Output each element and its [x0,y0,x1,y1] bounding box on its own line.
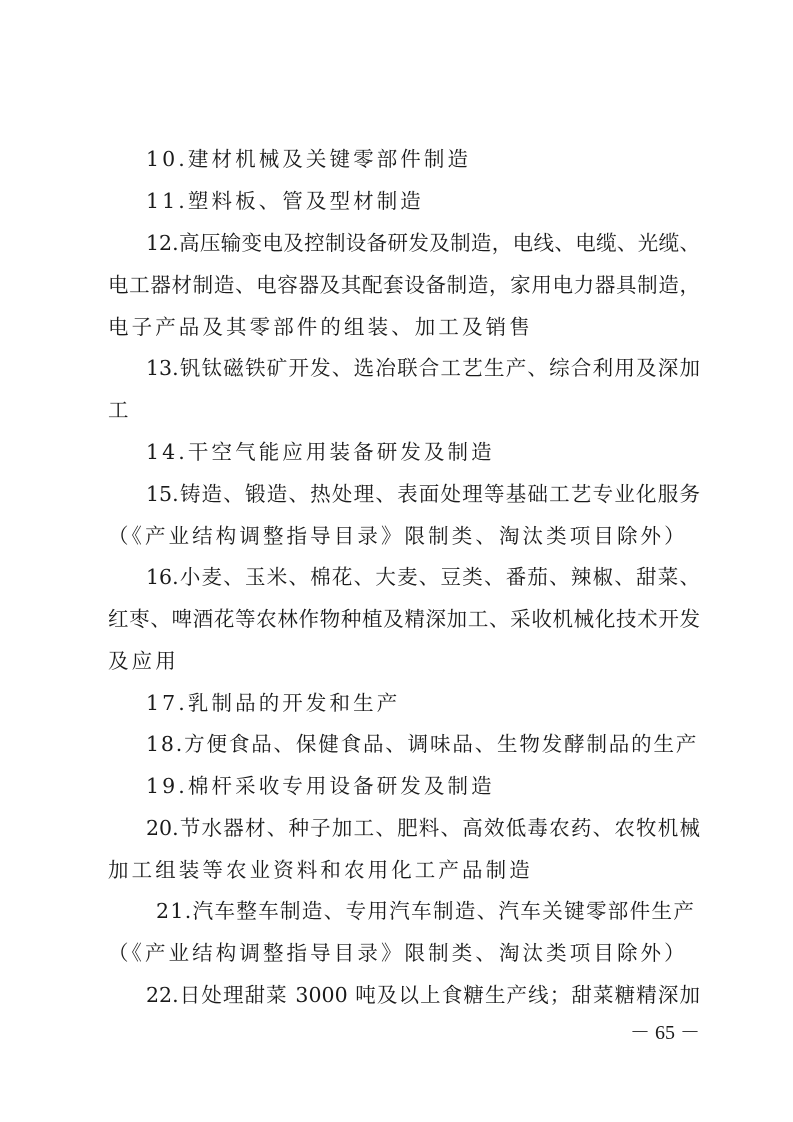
text-line: 工 [108,398,132,422]
text-line: 电子产品及其零部件的组装、加工及销售 [108,315,533,339]
text-line: 17.乳制品的开发和生产 [146,691,401,715]
text-line: 16.小麦、玉米、棉花、大麦、豆类、番茄、辣椒、甜菜、 [146,565,700,589]
text-line: 19.棉杆采收专用设备研发及制造 [146,774,495,798]
text-line: 15.铸造、锻造、热处理、表面处理等基础工艺专业化服务 [146,482,700,506]
text-line: 11.塑料板、管及型材制造 [146,189,424,213]
text-line: 12.高压输变电及控制设备研发及制造，电线、电缆、光缆、 [146,231,700,255]
text-line: 红枣、啤酒花等农林作物种植及精深加工、采收机械化技术开发 [108,607,700,631]
text-line: 14.干空气能应用装备研发及制造 [146,440,495,464]
text-line: 20.节水器材、种子加工、肥料、高效低毒农药、农牧机械 [146,816,700,840]
text-line: 10.建材机械及关键零部件制造 [146,147,472,171]
text-line: 22.日处理甜菜 3000 吨及以上食糖生产线；甜菜糖精深加 [146,983,700,1007]
text-line: （《产业结构调整指导目录》限制类、淘汰类项目除外） [108,941,688,965]
text-line: 13.钒钛磁铁矿开发、选冶联合工艺生产、综合利用及深加 [146,356,700,380]
page-number: － 65 － [630,1022,700,1044]
text-line: 21.汽车整车制造、专用汽车制造、汽车关键零部件生产 [156,899,696,923]
text-line: （《产业结构调整指导目录》限制类、淘汰类项目除外） [108,524,688,548]
text-line: 加工组装等农业资料和农用化工产品制造 [108,858,533,882]
text-line: 18.方便食品、保健食品、调味品、生物发酵制品的生产 [146,732,699,756]
text-line: 电工器材制造、电容器及其配套设备制造，家用电力器具制造， [108,273,700,297]
text-line: 及应用 [108,649,179,673]
